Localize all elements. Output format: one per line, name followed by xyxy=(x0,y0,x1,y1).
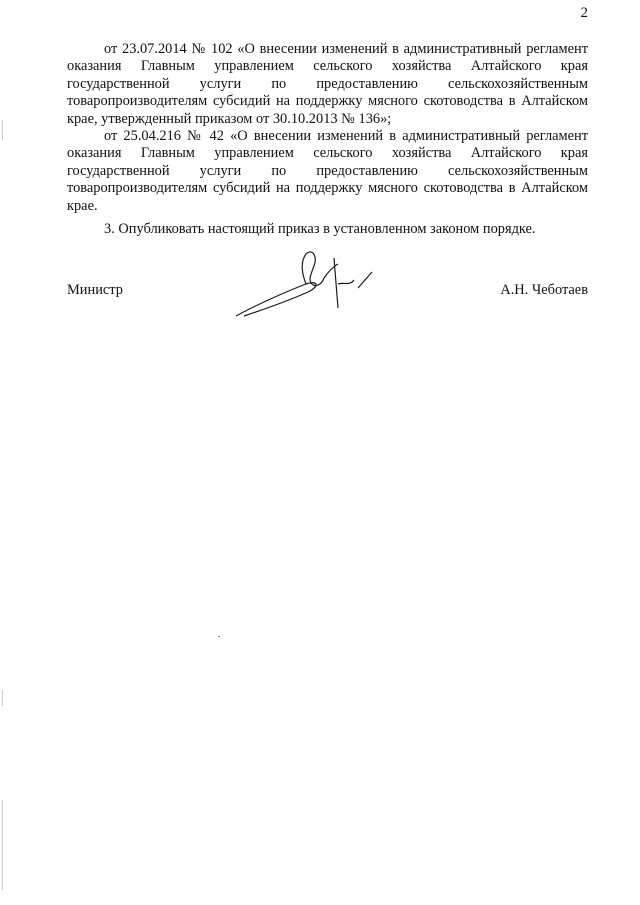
document-body xyxy=(67,41,588,238)
scan-margin-mark xyxy=(2,120,3,140)
paragraph-publish: 3. Опубликовать настоящий приказ в установленном законом порядке. xyxy=(104,221,536,238)
signer-title: Министр xyxy=(67,282,123,298)
paragraph-order-2016: от 25.04.216 № 42 «О внесении изменений в административный регламент оказания Главным управлением сельского хозяйства Алтайского края государственной услуги по предоставлению сельскохозяйственным товаропроизводителям субсидий на поддержку мясного скотоводства в Алтайском крае. xyxy=(67,128,588,214)
scan-dot xyxy=(218,636,220,637)
page-number: 2 xyxy=(580,5,588,21)
paragraph-order-2014: от 23.07.2014 № 102 «О внесении изменений в административный регламент оказания Главным управлением сельского хозяйства Алтайского края государственной услуги по предоставлению сельскохозяйственным товаропроизводителям субсидий на поддержку мясного скотоводства в Алтайском крае, утвержденный приказом от 30.10.2013 № 136»; xyxy=(67,41,588,127)
scan-margin-mark xyxy=(2,800,3,890)
handwritten-signature xyxy=(228,244,388,324)
scan-margin-mark xyxy=(2,690,3,706)
signer-name: А.Н. Чеботаев xyxy=(500,282,588,298)
